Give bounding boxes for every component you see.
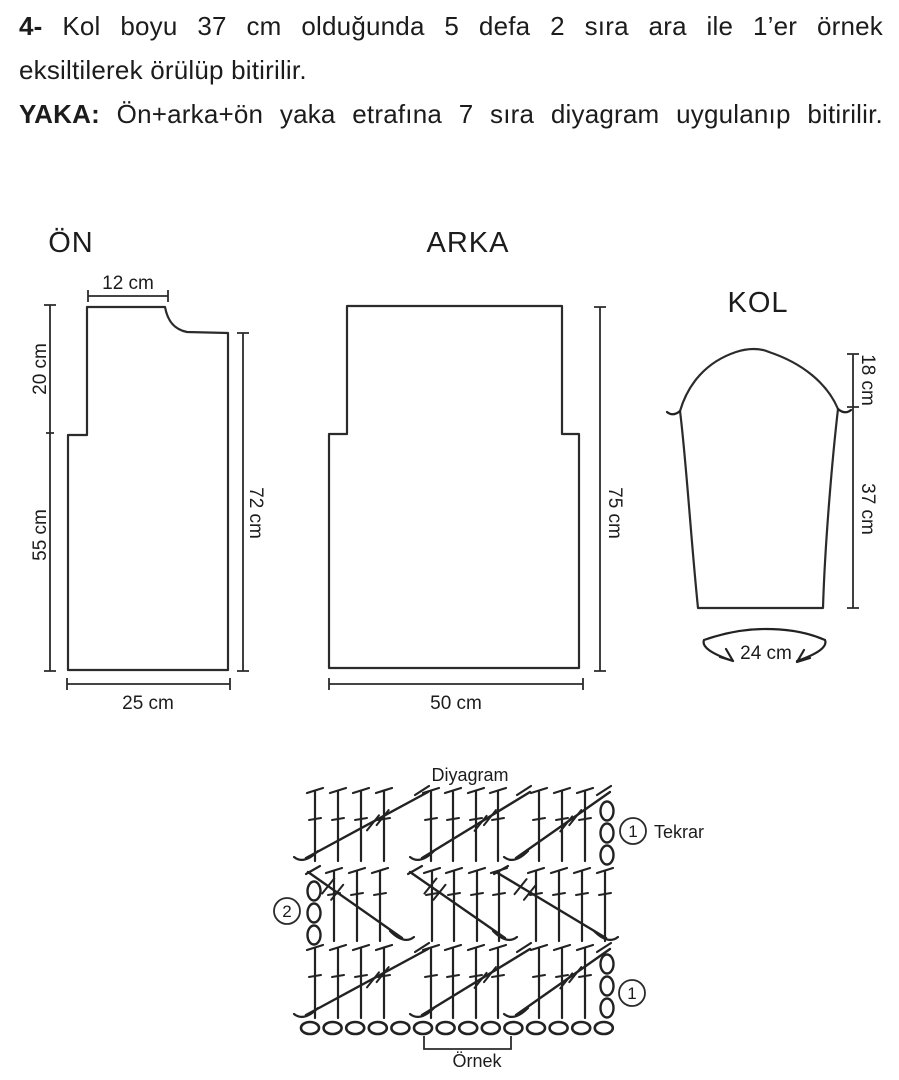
front-bottom-measure-line xyxy=(67,678,230,690)
foundation-chain-symbol xyxy=(301,1022,319,1034)
dc-stitch-cross-bar xyxy=(579,818,591,820)
turning-chain-symbol xyxy=(601,802,614,821)
turning-chain-symbol xyxy=(601,999,614,1018)
sleeve-piece-title: KOL xyxy=(727,287,789,319)
dc-stitch-cross-bar xyxy=(493,893,505,895)
dc-stitch-cross-bar xyxy=(332,818,344,820)
dc-stitch-cross-bar xyxy=(533,975,545,977)
dc-stitch-cross-bar xyxy=(355,975,367,977)
dc-stitch-cross-bar xyxy=(471,893,483,895)
dc-stitch-cross-bar xyxy=(579,975,591,977)
crossed-stitch-slash xyxy=(424,879,436,894)
turning-chain-symbol xyxy=(308,926,321,945)
row1-marker-number: 1 xyxy=(628,822,638,841)
crossed-stitch-end-bar xyxy=(408,866,422,874)
instruction-line-1-text: Kol boyu 37 cm olduğunda 5 defa 2 sıra ara ile 1’er örnek xyxy=(62,11,883,41)
dc-stitch-cross-bar xyxy=(556,975,568,977)
foundation-chain-symbol xyxy=(482,1022,500,1034)
crossed-stitch-diagonal xyxy=(410,872,505,938)
dc-stitch-cross-bar xyxy=(492,975,504,977)
dc-stitch-cross-bar xyxy=(492,818,504,820)
front-total-height-label: 72 cm xyxy=(245,487,266,539)
foundation-chain-symbol xyxy=(595,1022,613,1034)
turning-chain-symbol xyxy=(308,904,321,923)
back-bottom-measure-line xyxy=(329,678,583,690)
dc-stitch-cross-bar xyxy=(309,975,321,977)
pattern-repeat-bracket xyxy=(424,1036,511,1049)
crossed-stitch-slash xyxy=(434,885,446,900)
crossed-stitch-slash xyxy=(524,885,536,900)
crossed-stitch-end-bar xyxy=(306,866,320,874)
dc-stitch-cross-bar xyxy=(425,818,437,820)
dc-stitch-cross-bar xyxy=(470,975,482,977)
back-piece-title: ARKA xyxy=(426,227,510,259)
foundation-chain-symbol xyxy=(324,1022,342,1034)
dc-stitch-cross-bar xyxy=(447,975,459,977)
sleeve-piece-outline xyxy=(680,349,838,608)
turning-chain-symbol xyxy=(308,882,321,901)
dc-stitch-cross-bar xyxy=(470,818,482,820)
crossed-stitch-end-bar xyxy=(494,866,508,874)
yaka-label: YAKA: xyxy=(19,99,100,129)
crossed-stitch-diagonal xyxy=(496,872,606,938)
dc-stitch-cross-bar xyxy=(351,893,363,895)
turning-chain-symbol xyxy=(601,955,614,974)
sleeve-cap-height-label: 18 cm xyxy=(857,354,878,406)
foundation-chain-symbol xyxy=(550,1022,568,1034)
dc-stitch-cross-bar xyxy=(425,975,437,977)
dc-stitch-cross-bar xyxy=(553,893,565,895)
instruction-line-2: eksiltilerek örülüp bitirilir. xyxy=(19,55,307,85)
turning-chain-symbol xyxy=(601,824,614,843)
stitch-chart xyxy=(294,786,618,1034)
back-total-height-label: 75 cm xyxy=(604,487,625,539)
front-piece-title: ÖN xyxy=(48,227,94,259)
front-piece-outline xyxy=(68,307,228,670)
foundation-chain-symbol xyxy=(504,1022,522,1034)
front-yoke-height-label: 20 cm xyxy=(30,343,51,395)
dc-stitch-cross-bar xyxy=(533,818,545,820)
dc-stitch-cross-bar xyxy=(576,893,588,895)
dc-stitch-cross-bar xyxy=(374,893,386,895)
foundation-chain-symbol xyxy=(459,1022,477,1034)
turning-chain-symbol xyxy=(601,977,614,996)
dc-stitch-cross-bar xyxy=(309,818,321,820)
front-hem-width-label: 25 cm xyxy=(122,693,174,714)
dc-stitch-cross-bar xyxy=(426,893,438,895)
stitch-chart-title: Diyagram xyxy=(431,765,509,785)
front-neck-width-label: 12 cm xyxy=(102,273,154,294)
row3-marker-number: 1 xyxy=(627,984,637,1003)
repeat-note-label: Tekrar xyxy=(654,822,705,842)
foundation-chain-symbol xyxy=(346,1022,364,1034)
pattern-repeat-label: Örnek xyxy=(452,1051,502,1071)
foundation-chain-symbol xyxy=(369,1022,387,1034)
foundation-chain-symbol xyxy=(414,1022,432,1034)
front-side-height-label: 55 cm xyxy=(30,509,51,561)
dc-stitch-cross-bar xyxy=(448,893,460,895)
foundation-chain-symbol xyxy=(437,1022,455,1034)
back-piece-outline xyxy=(329,306,579,668)
dc-stitch-cross-bar xyxy=(332,975,344,977)
dc-stitch-cross-bar xyxy=(599,893,611,895)
dc-stitch-cross-bar xyxy=(447,818,459,820)
sleeve-cuff-width-label: 24 cm xyxy=(740,643,792,664)
crossed-stitch-diagonal xyxy=(306,792,428,858)
crossed-stitch-slash xyxy=(515,879,527,894)
crossed-stitch-diagonal xyxy=(308,872,402,938)
row2-marker-number: 2 xyxy=(282,902,292,921)
sleeve-arm-length-label: 37 cm xyxy=(857,483,878,535)
back-hem-width-label: 50 cm xyxy=(430,693,482,714)
crossed-stitch-diagonal xyxy=(306,949,428,1015)
turning-chain-symbol xyxy=(601,846,614,865)
instruction-line-3-text: Ön+arka+ön yaka etrafına 7 sıra diyagram uygulanıp bitirilir. xyxy=(116,99,883,129)
dc-stitch-cross-bar xyxy=(355,818,367,820)
dc-stitch-cross-bar xyxy=(556,818,568,820)
foundation-chain-symbol xyxy=(572,1022,590,1034)
foundation-chain-symbol xyxy=(391,1022,409,1034)
sleeve-armpit-ticks xyxy=(667,409,851,414)
step-number: 4- xyxy=(19,11,43,41)
foundation-chain-symbol xyxy=(527,1022,545,1034)
crossed-stitch-slash xyxy=(322,878,334,893)
